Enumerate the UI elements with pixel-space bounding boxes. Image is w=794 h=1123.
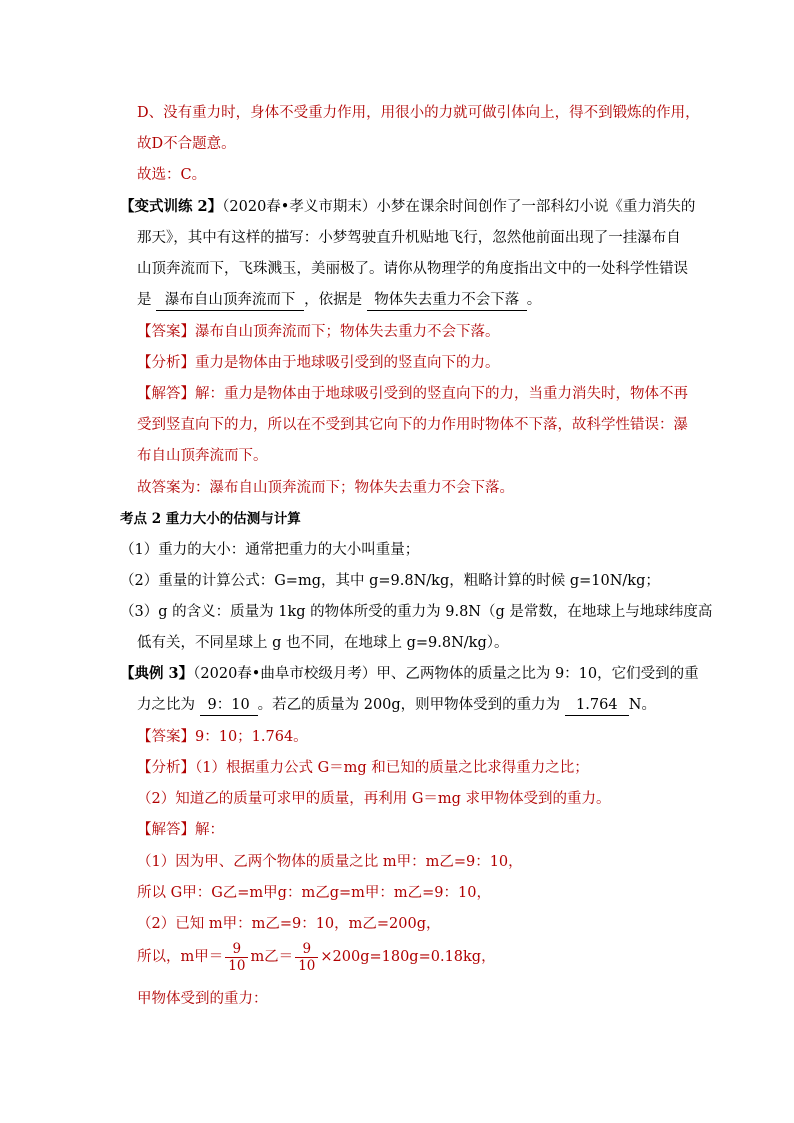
ex3-analysis-line2: （2）知道乙的质量可求甲的质量，再利用 G＝mg 求甲物体受到的重力。 — [137, 791, 611, 807]
train2-question-line4 — [137, 290, 541, 311]
train2-solution-line1: 【解答】解：重力是物体由于地球吸引受到的竖直向下的力，当重力消失时，物体不再 — [137, 386, 688, 402]
train2-tag: 【变式训练 2】 — [120, 198, 223, 215]
train2-solution-line3: 布自山顶奔流而下。 — [137, 448, 268, 464]
ex3-step4-text-a: 所以，m甲＝ — [137, 949, 224, 965]
option-d-conclusion: 故D不合题意。 — [137, 136, 236, 152]
fraction-a-numerator: 9 — [225, 941, 248, 958]
train2-solution-line2: 受到竖直向下的力，所以在不受到其它向下的力作用时物体不下落，故科学性错误：瀑 — [137, 417, 688, 433]
ex3-text-b: 。若乙的质量为 200g，则甲物体受到的重力为 — [257, 697, 561, 713]
ex3-blank-1: 9：10 — [200, 695, 258, 716]
train2-question-line3: 山顶奔流而下，飞珠溅玉，美丽极了。请你从物理学的角度指出文中的一处科学性错误 — [137, 261, 688, 277]
ex3-solution-step4 — [137, 940, 496, 974]
ex3-solution-step3: （2）已知 m甲：m乙=9：10，m乙=200g， — [137, 916, 441, 932]
fraction-9-over-10-b — [295, 941, 318, 974]
ex3-solution-step2: 所以 G甲：G乙=m甲g：m乙g=m甲：m乙=9：10， — [137, 885, 491, 901]
train2-analysis: 【分析】重力是物体由于地球吸引受到的竖直向下的力。 — [137, 355, 500, 371]
train2-blank-1: 瀑布自山顶奔流而下 — [156, 290, 304, 311]
ex3-question-line2 — [137, 695, 656, 716]
kp2-item-2: （2）重量的计算公式：G=mg，其中 g=9.8N/kg，粗略计算的时候 g=10N/kg； — [120, 573, 660, 589]
ex3-step4-text-b: m乙＝ — [250, 949, 294, 965]
fraction-b-numerator: 9 — [295, 941, 318, 958]
kp2-item-3-line2: 低有关，不同星球上 g 也不同，在地球上 g=9.8N/kg）。 — [137, 635, 509, 651]
fraction-b-denominator: 10 — [298, 957, 316, 974]
ex3-solution-step1: （1）因为甲、乙两个物体的质量之比 m甲：m乙=9：10， — [137, 854, 523, 870]
ex3-text-a: 力之比为 — [137, 697, 195, 713]
train2-text-a: 是 — [137, 292, 152, 308]
kp2-item-1: （1）重力的大小：通常把重力的大小叫重量； — [120, 542, 420, 558]
ex3-text-c: N。 — [628, 697, 656, 713]
final-choice: 故选：C。 — [137, 167, 207, 183]
ex3-source-text: （2020春•曲阜市校级月考）甲、乙两物体的质量之比为 9：10，它们受到的重 — [193, 666, 699, 682]
ex3-blank-2: 1.764 — [565, 695, 629, 716]
ex3-step4-text-c: ×200g=180g=0.18kg， — [320, 949, 496, 965]
train2-text-b: ，依据是 — [304, 292, 363, 308]
fraction-a-denominator: 10 — [228, 957, 246, 974]
train2-text-c: 。 — [526, 292, 542, 308]
train2-source-text: （2020春•孝义市期末）小梦在课余时间创作了一部科幻小说《重力消失的 — [222, 199, 696, 215]
train2-question-line1 — [120, 197, 695, 217]
option-d-explanation: D、没有重力时，身体不受重力作用，用很小的力就可做引体向上，得不到锻炼的作用， — [137, 105, 700, 121]
train2-blank-2: 物体失去重力不会下落 — [367, 290, 527, 311]
kp2-item-3-line1: （3）g 的含义：质量为 1kg 的物体所受的重力为 9.8N（g 是常数，在地球上与地球纬度高 — [120, 604, 713, 620]
train2-question-line2: 那天》，其中有这样的描写：小梦驾驶直升机贴地飞行，忽然他前面出现了一挂瀑布自 — [137, 230, 681, 246]
train2-solution-line4: 故答案为：瀑布自山顶奔流而下；物体失去重力不会下落。 — [137, 480, 514, 496]
ex3-question-line1 — [120, 664, 699, 684]
ex3-answer: 【答案】9：10；1.764。 — [137, 729, 308, 745]
train2-answer: 【答案】瀑布自山顶奔流而下；物体失去重力不会下落。 — [137, 324, 500, 340]
ex3-solution-step5: 甲物体受到的重力： — [137, 991, 268, 1007]
ex3-tag: 【典例 3】 — [120, 665, 194, 682]
ex3-analysis-line1: 【分析】（1）根据重力公式 G＝mg 和已知的质量之比求得重力之比； — [137, 760, 589, 776]
knowledge-point-title: 考点 2 重力大小的估测与计算 — [120, 511, 301, 527]
ex3-solution-head: 【解答】解： — [137, 822, 224, 838]
fraction-9-over-10-a — [225, 941, 248, 974]
